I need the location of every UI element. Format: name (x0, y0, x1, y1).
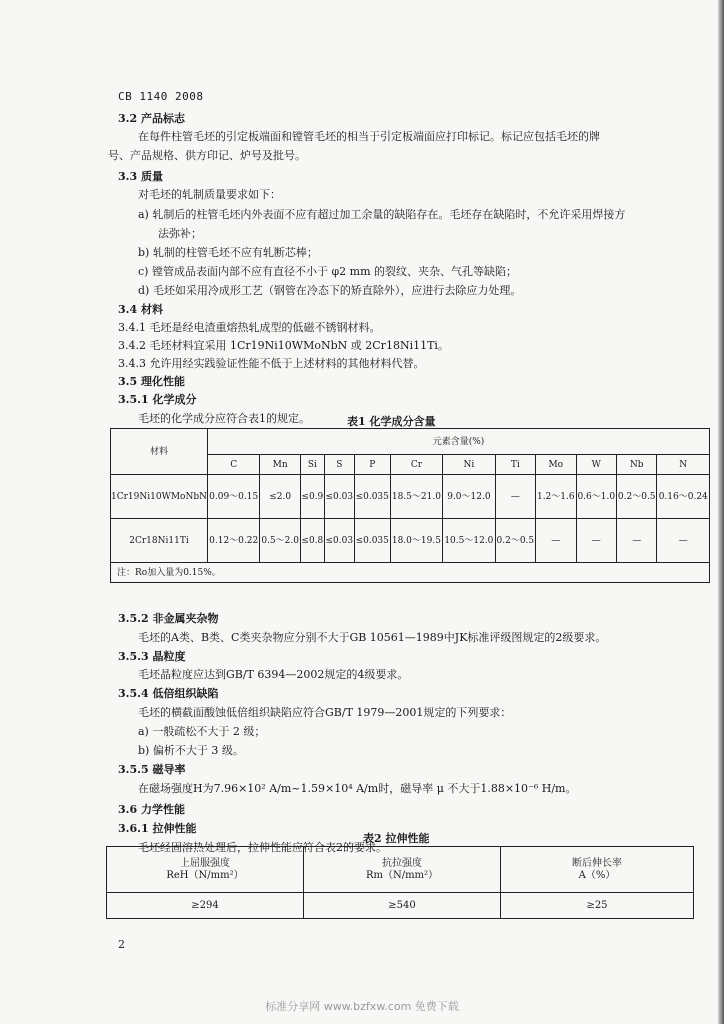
footer-watermark: 标准分享网 www.bzfxw.com 免费下载 (265, 1000, 459, 1013)
body-line: a) 轧制后的柱管毛坯内外表面不应有超过加工余量的缺陷存在。毛坯存在缺陷时，不允许采用焊接方 (138, 208, 626, 221)
table2-caption: 表2 拉伸性能 (363, 832, 430, 845)
element-w-header: W (576, 455, 616, 475)
tensile-strength-header: 抗拉强度 Rm（N/mm²） (304, 847, 501, 893)
body-line: 3.4.1 毛坯是经电渣重熔热轧成型的低磁不锈钢材料。 (118, 321, 381, 334)
body-line: 在磁场强度H为7.96×10² A/m~1.59×10⁴ A/m时，磁导率 μ 不大于1.88×10⁻⁶ H/m。 (138, 782, 577, 795)
body-line: 毛坯经固溶热处理后，拉伸性能应符合表2的要求。 (138, 841, 387, 854)
body-line: b) 偏析不大于 3 级。 (138, 744, 244, 757)
composition-cell: 0.12～0.22 (207, 519, 259, 563)
composition-cell: ≤0.03 (324, 519, 354, 563)
elongation-header: 断后伸长率 A（%） (501, 847, 694, 893)
material-name: 1Cr19Ni10WMoNbN (111, 475, 208, 519)
composition-cell: 0.5～2.0 (260, 519, 300, 563)
body-line: 对毛坯的轧制质量要求如下： (138, 188, 281, 201)
composition-cell: ≤0.03 (324, 475, 354, 519)
body-line: 毛坯晶粒度应达到GB/T 6394—2002规定的4级要求。 (138, 668, 409, 681)
composition-cell: 9.0～12.0 (443, 475, 495, 519)
element-s-header: S (324, 455, 354, 475)
composition-cell: 1.2～1.6 (536, 475, 576, 519)
yield-strength-value: ≥294 (107, 893, 304, 919)
section-heading: 3.6 力学性能 (118, 803, 185, 816)
composition-cell: ≤0.8 (300, 519, 324, 563)
yield-strength-header: 上屈服强度 ReH（N/mm²） (107, 847, 304, 893)
composition-cell: 18.0～19.5 (390, 519, 442, 563)
element-c-header: C (207, 455, 259, 475)
tensile-properties-table (106, 846, 694, 919)
body-line: a) 一般疏松不大于 2 级； (138, 725, 266, 738)
composition-cell: — (576, 519, 616, 563)
chemical-composition-table (110, 428, 710, 583)
element-ni-header: Ni (443, 455, 495, 475)
body-line: 在每件柱管毛坯的引定板端面和镗管毛坯的相当于引定板端面应打印标记。标记应包括毛坯的牌 (138, 130, 600, 143)
scan-edge (718, 0, 724, 1024)
composition-cell: — (657, 519, 710, 563)
section-heading: 3.2 产品标志 (118, 112, 185, 125)
composition-cell: 18.5～21.0 (390, 475, 442, 519)
section-heading: 3.5.2 非金属夹杂物 (118, 612, 219, 625)
body-line: 3.4.2 毛坯材料宜采用 1Cr19Ni10WMoNbN 或 2Cr18Ni11Ti。 (118, 339, 449, 352)
section-heading: 3.5.1 化学成分 (118, 393, 197, 406)
page-number: 2 (118, 938, 125, 951)
material-name: 2Cr18Ni11Ti (111, 519, 208, 563)
table1-note: 注：Ro加入量为0.15%。 (111, 563, 710, 583)
body-line: d) 毛坯如采用冷成形工艺（钢管在冷态下的矫直除外），应进行去除应力处理。 (138, 284, 522, 297)
section-heading: 3.3 质量 (118, 170, 163, 183)
element-p-header: P (354, 455, 390, 475)
tensile-strength-value: ≥540 (304, 893, 501, 919)
material-header: 材料 (111, 429, 208, 475)
standard-header: CB 1140 2008 (118, 90, 204, 103)
body-line: 法弥补； (158, 227, 202, 240)
section-heading: 3.5.4 低倍组织缺陷 (118, 687, 219, 700)
composition-cell: 0.6～1.0 (576, 475, 616, 519)
table1-caption: 表1 化学成分含量 (347, 415, 436, 428)
element-nb-header: Nb (617, 455, 657, 475)
element-group-header: 元素含量(%) (207, 429, 709, 455)
composition-cell: ≤0.9 (300, 475, 324, 519)
section-heading: 3.6.1 拉伸性能 (118, 822, 197, 835)
composition-cell: 0.16～0.24 (657, 475, 710, 519)
body-line: 号、产品规格、供方印记、炉号及批号。 (108, 149, 306, 162)
composition-cell: ≤0.035 (354, 519, 390, 563)
composition-cell: ≤0.035 (354, 475, 390, 519)
element-ti-header: Ti (495, 455, 535, 475)
composition-cell: 0.2～0.5 (495, 519, 535, 563)
section-heading: 3.5.3 晶粒度 (118, 650, 186, 663)
element-si-header: Si (300, 455, 324, 475)
body-line: 毛坯的A类、B类、C类夹杂物应分别不大于GB 10561—1989中JK标准评级图规定的2级要求。 (138, 631, 607, 644)
body-line: 毛坯的化学成分应符合表1的规定。 (138, 412, 310, 425)
body-line: c) 镗管成品表面内部不应有直径不小于 φ2 mm 的裂纹、夹杂、气孔等缺陷； (138, 265, 517, 278)
composition-cell: 0.09～0.15 (207, 475, 259, 519)
composition-cell: — (617, 519, 657, 563)
element-cr-header: Cr (390, 455, 442, 475)
elongation-value: ≥25 (501, 893, 694, 919)
element-n-header: N (657, 455, 710, 475)
element-mn-header: Mn (260, 455, 300, 475)
section-heading: 3.5 理化性能 (118, 375, 185, 388)
body-line: 3.4.3 允许用经实践验证性能不低于上述材料的其他材料代替。 (118, 357, 425, 370)
composition-cell: ≤2.0 (260, 475, 300, 519)
composition-cell: 10.5～12.0 (443, 519, 495, 563)
element-mo-header: Mo (536, 455, 576, 475)
composition-cell: — (536, 519, 576, 563)
body-line: b) 轧制的柱管毛坯不应有轧断芯棒； (138, 246, 318, 259)
section-heading: 3.5.5 磁导率 (118, 763, 186, 776)
section-heading: 3.4 材料 (118, 303, 163, 316)
body-line: 毛坯的横截面酸蚀低倍组织缺陷应符合GB/T 1979—2001规定的下列要求： (138, 706, 512, 719)
composition-cell: 0.2～0.5 (617, 475, 657, 519)
composition-cell: — (495, 475, 535, 519)
